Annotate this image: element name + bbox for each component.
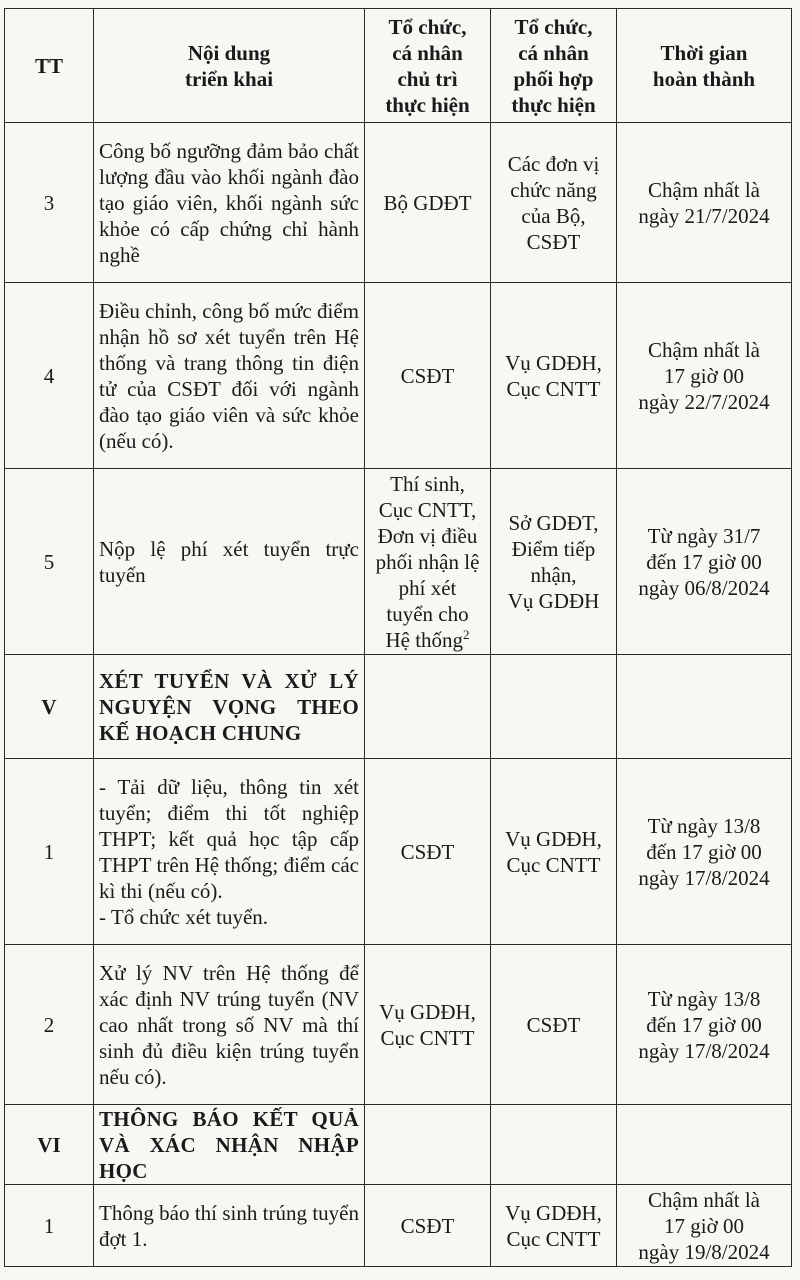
row-tt: 2 <box>5 945 94 1105</box>
schedule-table <box>4 8 792 1267</box>
row-lead-cell <box>365 469 491 655</box>
row-deadline: Chậm nhất là 17 giờ 00 ngày 22/7/2024 <box>617 283 792 469</box>
empty-cell <box>617 655 792 759</box>
row-lead: CSĐT <box>365 759 491 945</box>
row-coop: Vụ GDĐH, Cục CNTT <box>491 283 617 469</box>
row-content: Xử lý NV trên Hệ thống để xác định NV trúng tuyển (NV cao nhất trong số NV mà thí sinh đủ điều kiện trúng tuyển nếu có). <box>94 945 365 1105</box>
header-lead: Tổ chức, cá nhân chủ trì thực hiện <box>365 9 491 123</box>
row-lead: CSĐT <box>365 283 491 469</box>
row-tt: 5 <box>5 469 94 655</box>
row-deadline: Từ ngày 13/8 đến 17 giờ 00 ngày 17/8/2024 <box>617 759 792 945</box>
empty-cell <box>617 1105 792 1185</box>
row-tt: 4 <box>5 283 94 469</box>
header-deadline: Thời gian hoàn thành <box>617 9 792 123</box>
empty-cell <box>491 1105 617 1185</box>
footnote-marker: 2 <box>463 626 470 642</box>
row-coop: CSĐT <box>491 945 617 1105</box>
table-row <box>5 123 792 283</box>
row-coop: Vụ GDĐH, Cục CNTT <box>491 1185 617 1267</box>
row-coop: Vụ GDĐH, Cục CNTT <box>491 759 617 945</box>
row-deadline: Chậm nhất là 17 giờ 00 ngày 19/8/2024 <box>617 1185 792 1267</box>
row-deadline: Từ ngày 31/7 đến 17 giờ 00 ngày 06/8/2024 <box>617 469 792 655</box>
table-row <box>5 759 792 945</box>
row-lead: CSĐT <box>365 1185 491 1267</box>
row-lead: Vụ GDĐH, Cục CNTT <box>365 945 491 1105</box>
table-row <box>5 1185 792 1267</box>
table-row <box>5 469 792 655</box>
table-header-row <box>5 9 792 123</box>
row-content: Công bố ngưỡng đảm bảo chất lượng đầu vào khối ngành đào tạo giáo viên, khối ngành sức khỏe có cấp chứng chỉ hành nghề <box>94 123 365 283</box>
header-tt: TT <box>5 9 94 123</box>
row-content: - Tải dữ liệu, thông tin xét tuyển; điểm thi tốt nghiệp THPT; kết quả học tập cấp THPT trên Hệ thống; điểm các kì thi (nếu có). - Tổ chức xét tuyển. <box>94 759 365 945</box>
table-row <box>5 945 792 1105</box>
section-tt: V <box>5 655 94 759</box>
row-tt: 1 <box>5 759 94 945</box>
empty-cell <box>491 655 617 759</box>
row-coop: Sở GDĐT, Điểm tiếp nhận, Vụ GDĐH <box>491 469 617 655</box>
header-coop: Tổ chức, cá nhân phối hợp thực hiện <box>491 9 617 123</box>
row-lead: Bộ GDĐT <box>365 123 491 283</box>
section-row <box>5 1105 792 1185</box>
empty-cell <box>365 655 491 759</box>
row-tt: 3 <box>5 123 94 283</box>
section-tt: VI <box>5 1105 94 1185</box>
row-content: Nộp lệ phí xét tuyển trực tuyến <box>94 469 365 655</box>
row-lead: Thí sinh, Cục CNTT, Đơn vị điều phối nhận lệ phí xét tuyển cho Hệ thống <box>375 471 480 652</box>
row-content: Điều chỉnh, công bố mức điểm nhận hồ sơ xét tuyển trên Hệ thống và trang thông tin điện tử của CSĐT đối với ngành đào tạo giáo viên và sức khỏe (nếu có). <box>94 283 365 469</box>
row-coop: Các đơn vị chức năng của Bộ, CSĐT <box>491 123 617 283</box>
section-row <box>5 655 792 759</box>
section-title: XÉT TUYỂN VÀ XỬ LÝ NGUYỆN VỌNG THEO KẾ HOẠCH CHUNG <box>94 655 365 759</box>
row-content: Thông báo thí sinh trúng tuyển đợt 1. <box>94 1185 365 1267</box>
row-tt: 1 <box>5 1185 94 1267</box>
table-row <box>5 283 792 469</box>
empty-cell <box>365 1105 491 1185</box>
row-deadline: Chậm nhất là ngày 21/7/2024 <box>617 123 792 283</box>
header-content: Nội dung triển khai <box>94 9 365 123</box>
section-title: THÔNG BÁO KẾT QUẢ VÀ XÁC NHẬN NHẬP HỌC <box>94 1105 365 1185</box>
row-deadline: Từ ngày 13/8 đến 17 giờ 00 ngày 17/8/2024 <box>617 945 792 1105</box>
